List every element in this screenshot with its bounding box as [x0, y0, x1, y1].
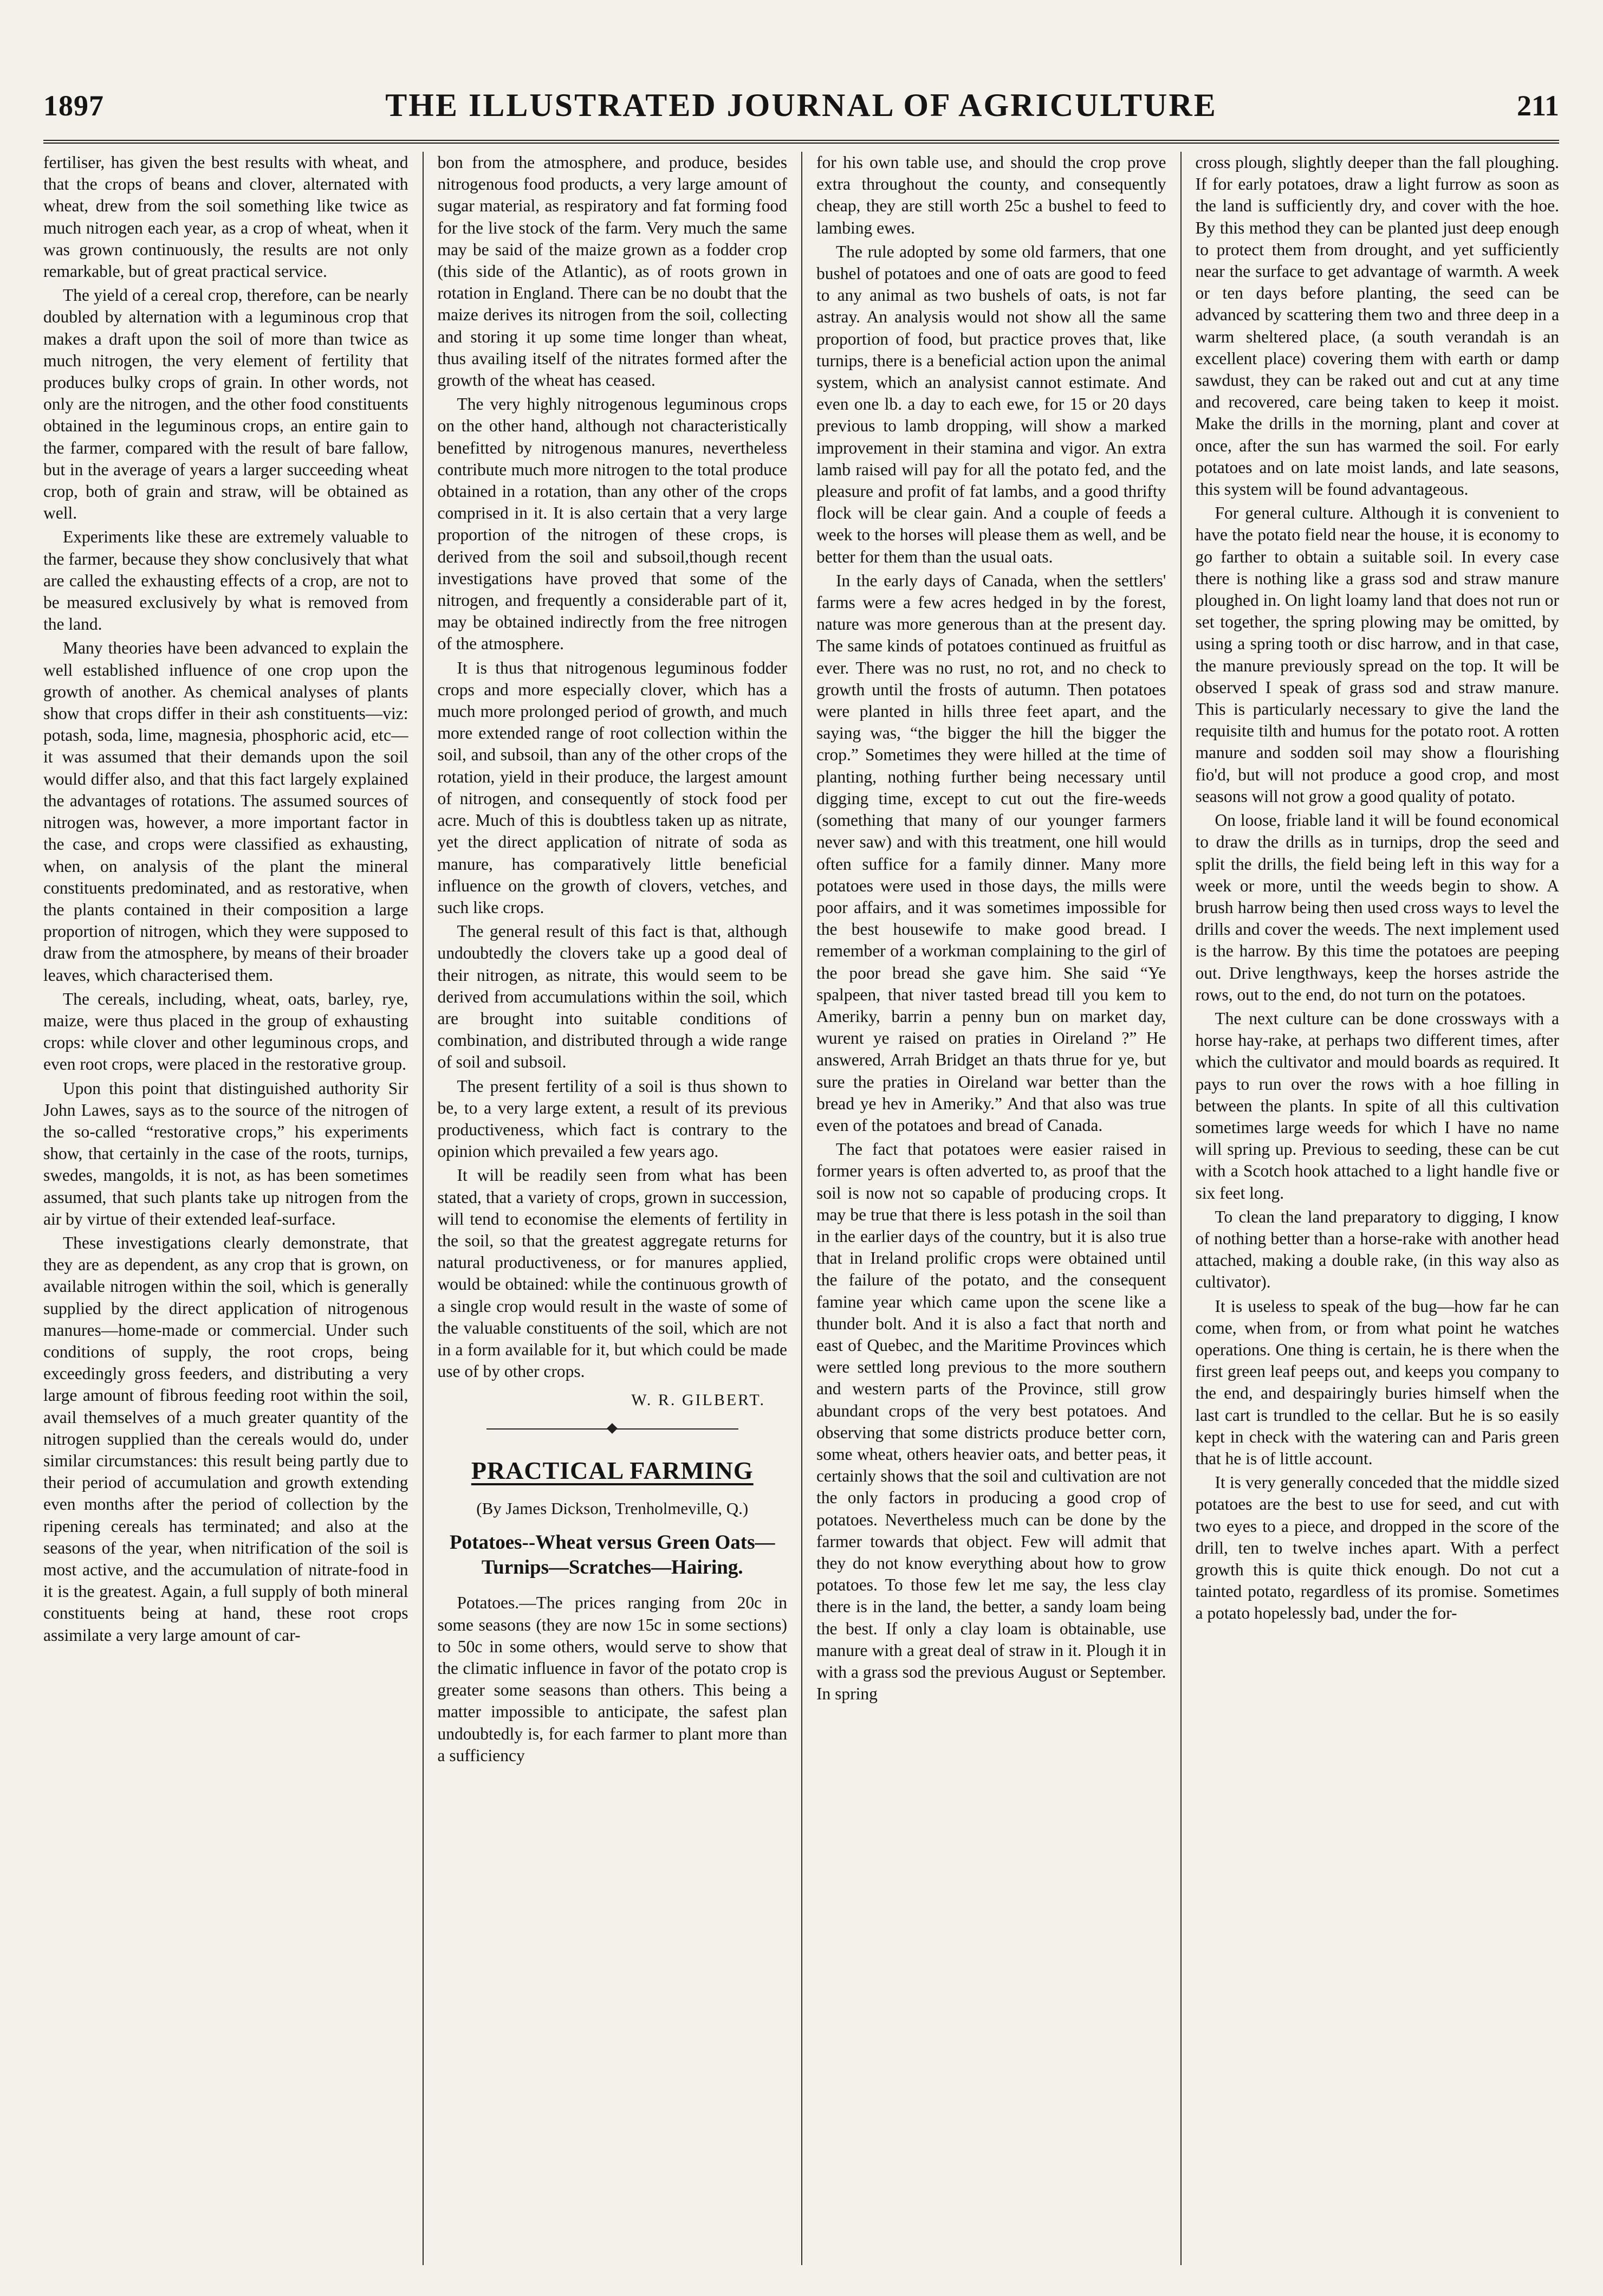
paragraph: To clean the land preparatory to digging, I know of nothing better than a horse-rake with another head attached, making a double rake, (in this way also as cultivator). [1195, 1207, 1559, 1292]
paragraph: The yield of a cereal crop, therefore, can be nearly doubled by alternation with a leguminous crop that makes a draft upon the soil of more than twice as much nitrogen, the very element of fertility that produces bulky crops of grain. In other words, not only are the nitrogen, and the other food constituents obtained in the leguminous crops, an entire gain to the farmer, compared with the result of bare fallow, but in the average of years a larger succeeding wheat crop, both of grain and straw, will be obtained as well. [43, 286, 408, 523]
paragraph: It will be readily seen from what has been stated, that a variety of crops, grown in succession, will tend to economise the elements of fertility in the soil, so that the greatest aggregate returns for natural productiveness, or for manures applied, would be obtained: while the continuous growth of a single crop would result in the waste of some of the valuable constituents of the soil, which are not in a form available for it, but which could be made use of by other crops. [437, 1166, 787, 1381]
column-3 [801, 152, 1180, 2265]
paragraph: The fact that potatoes were easier raised in former years is often adverted to, as proof that the soil is now not so capable of producing crops. It may be true that there is less potash in the soil than in the earlier days of the country, but it is also true that in Ireland prolific crops were obtained until the failure of the potato, and the consequent famine year which came upon the scene like a thunder bolt. And it is also a fact that north and east of Quebec, and the Maritime Provinces which were settled long previous to the more southern and western parts of the Province, still grow abundant crops of the very best potatoes. And observing that some districts produce better corn, some wheat, others heavier oats, and better peas, it certainly shows that the soil and cultivation are not the only factors in producing a good crop of potatoes. Nevertheless much can be done by the farmer towards that object. Few will admit that they do not know everything about how to grow potatoes. To those few let me say, the less clay there is in the land, the better, a sandy loam being the best. If only a clay loam is obtainable, use manure with a great deal of straw in it. Plough it in with a grass sod the previous August or September. In spring [816, 1140, 1166, 1704]
masthead [43, 81, 1559, 144]
paragraph: The next culture can be done crossways with a horse hay-rake, at perhaps two different times, after which the cultivator and mould boards as required. It pays to run over the rows with a hoe filling in between the plants. In spite of all this cultivation sometimes large weeds for which I have no name will spring up. Previous to seeding, these can be cut with a Scotch hook attached to a light handle five or six feet long. [1195, 1008, 1559, 1202]
paragraph: On loose, friable land it will be found economical to draw the drills as in turnips, drop the seed and split the drills, the field being left in this way for a week or more, until the weeds begin to show. A brush harrow being then used cross ways to level the drills and cover the weeds. The next implement used is the harrow. By this time the potatoes are peeping out. Drive lengthways, keep the horses astride the rows, out to the end, do not turn on the potatoes. [1195, 811, 1559, 1004]
paragraph: Experiments like these are extremely valuable to the farmer, because they show conclusively that what are called the exhausting effects of a crop, are not to be measured exclusively by what is removed from the land. [43, 527, 408, 634]
paragraph: It is very generally conceded that the middle sized potatoes are the best to use for seed, and cut with two eyes to a piece, and dropped in the score of the drill, ten to twelve inches apart. With a perfect growth this is quite thick enough. Do not cut a tainted potato, regardless of its promise. Sometimes a potato hopelessly bad, under the for- [1195, 1473, 1559, 1623]
paragraph: It is useless to speak of the bug—how far he can come, when from, or from what point he watches operations. One thing is certain, he is there when the first green leaf peeps out, and keeps you company to the end, and despairingly buries himself when the last cart is trundled to the cellar. But he is so easily kept in check with the watering can and Paris green that he is of little account. [1195, 1296, 1559, 1468]
paragraph: The present fertility of a soil is thus shown to be, to a very large extent, a result of its previous productiveness, which fact is contrary to the opinion which prevailed a few years ago. [437, 1076, 787, 1161]
article-byline: (By James Dickson, Trenholmeville, Q.) [476, 1499, 749, 1518]
paragraph: The general result of this fact is that, although undoubtedly the clovers take up a good deal of their nitrogen, as nitrate, this would seem to be derived from accumulations within the soil, which are brought into suitable conditions of combination, and distributed through a wide range of soil and subsoil. [437, 922, 787, 1072]
paragraph: It is thus that nitrogenous leguminous fodder crops and more especially clover, which has a much more prolonged period of growth, and much more extended range of root collection within the soil, and subsoil, than any of the other crops of the rotation, yield in their produce, the largest amount of nitrogen, and consequently of stock food per acre. Much of this is doubtless taken up as nitrate, yet the direct application of nitrate of soda as manure, has comparatively little beneficial influence on the growth of clovers, vetches, and such like crops. [437, 658, 787, 917]
column-1 [43, 152, 423, 2265]
section-heading: PRACTICAL FARMING [471, 1457, 754, 1485]
paragraph: bon from the atmosphere, and produce, besides nitrogenous food products, a very large amount of sugar material, as respiratory and fat forming food for the live stock of the farm. Very much the same may be said of the maize grown as a fodder crop (this side of the Atlantic), as of roots grown in rotation in England. There can be no doubt that the maize derives its nitrogen from the soil, collecting and storing it up some time longer than wheat, thus availing itself of the nitrates formed after the growth of the wheat has ceased. [437, 153, 787, 390]
page-number: 211 [1516, 89, 1559, 122]
paragraph: These investigations clearly demonstrate, that they are as dependent, as any crop that is grown, on available nitrogen within the soil, which is generally supplied by the direct application of nitrogenous manures—home-made or commercial. Under such conditions of supply, the root crops, being exceedingly gross feeders, and distributing a very large amount of fibrous feeding root within the soil, avail themselves of a much greater quantity of the nitrogen supplied than the cereals would do, under similar circumstances: this result being partly due to their period of accumulation and growth extending even months after the period of collection by the ripening cereals has terminated; and also at the seasons of the year, when nitrification of the soil is most active, and the accumulation of nitrate-food in it is the greatest. Again, a full supply of both mineral constituents being at hand, these root crops assimilate a very large amount of car- [43, 1233, 408, 1645]
paragraph: The cereals, including, wheat, oats, barley, rye, maize, were thus placed in the group of exhausting crops: while clover and other leguminous crops, and even root crops, were placed in the restorative group. [43, 989, 408, 1074]
issue-year: 1897 [43, 89, 104, 122]
column-4 [1180, 152, 1560, 2265]
column-2 [423, 152, 802, 2265]
paragraph: cross plough, slightly deeper than the fall ploughing. If for early potatoes, draw a light furrow as soon as the land is sufficiently dry, and cover with the hoe. By this method they can be planted just deep enough to protect them from drought, and yet sufficiently near the surface to get advantage of warmth. A week or ten days before planting, the seed can be advanced by scattering them two and three deep in a warm sheltered place, (a south verandah is an excellent place) covering them with earth or damp sawdust, they can be raked out and cut at any time and recovered, care being taken to keep it moist. Make the drills in the morning, plant and cover at once, after the sun has warmed the soil. For early potatoes and on late moist lands, and late seasons, this system will be found advantageous. [1195, 153, 1559, 499]
paragraph: The very highly nitrogenous leguminous crops on the other hand, although not characteristically benefitted by nitrogenous manures, nevertheless contribute much more nitrogen to the total produce obtained in a rotation, than any other of the crops comprised in it. It is also certain that a very large proportion of the nitrogen of these crops, is derived from the soil and subsoil,though recent investigations have proved that some of the nitrogen, and frequently a considerable part of it, may be obtained indirectly from the free nitrogen of the atmosphere. [437, 394, 787, 654]
paragraph: fertiliser, has given the best results with wheat, and that the crops of beans and clover, alternated with wheat, drew from the soil something like twice as much nitrogen each year, as a crop of wheat, when it was grown continuously, the results are not only remarkable, but of great practical service. [43, 153, 408, 281]
article-subheading: Potatoes--Wheat versus Green Oats—Turnips—Scratches—Hairing. [450, 1531, 775, 1579]
journal-title: THE ILLUSTRATED JOURNAL OF AGRICULTURE [385, 87, 1217, 123]
paragraph: Many theories have been advanced to explain the well established influence of one crop upon the growth of another. As chemical analyses of plants show that crops differ in their ash constituents—viz: potash, soda, lime, magnesia, phosphoric acid, etc—it was assumed that their demands upon the soil would differ also, and that this fact largely explained the advantages of rotations. The assumed sources of nitrogen was, however, a more important factor in the case, and crops were classified as exhausting, when, on analysis of the plant the mineral constituents predominated, and as restorative, when the plants contained in their composition a large proportion of nitrogen, which they were supposed to draw from the atmosphere, by means of their broader leaves, which characterised them. [43, 638, 408, 985]
article-columns [43, 152, 1559, 2265]
section-divider [438, 1424, 788, 1434]
paragraph: The rule adopted by some old farmers, that one bushel of potatoes and one of oats are good to feed to any animal as two bushels of oats, is not far astray. An analysis would not show all the same proportion of food, but practice proves that, like turnips, there is a beneficial action upon the animal system, which an analysist cannot estimate. And even one lb. a day to each ewe, for 15 or 20 days previous to lamb dropping, will show a marked improvement in their stamina and vigor. An extra lamb raised will pay for all the potato fed, and the pleasure and profit of fat lambs, and a good thrifty flock will be clear gain. And a couple of feeds a week to the horses will please them as well, and be better for them than the usual oats. [816, 242, 1166, 566]
paragraph: For general culture. Although it is convenient to have the potato field near the house, it is economy to go farther to obtain a suitable soil. In every case there is nothing like a grass sod and straw manure ploughed in. On light loamy land that does not run or set together, the spring plowing may be omitted, by using a spring tooth or disc harrow, and in that case, the manure previously spread on the top. It will be observed I speak of grass sod and straw manure. This is particularly necessary to give the land the requisite tilth and humus for the potato root. A rotten manure and sodden soil may show a flourishing fio'd, but will not produce a good crop, and most seasons will not grow a good quality of potato. [1195, 503, 1559, 806]
paragraph: In the early days of Canada, when the settlers' farms were a few acres hedged in by the forest, nature was more generous than at the present day. The same kinds of potatoes continued as fruitful as ever. There was no rust, no rot, and no check to growth until the frosts of autumn. Then potatoes were planted in hills three feet apart, and the saying was, “the bigger the hill the bigger the crop.” Sometimes they were hilled at the time of planting, nothing further being necessary until digging time, except to cut out the fire-weeds (something that many of our younger farmers never saw) and with this treatment, one hill would often suffice for a family dinner. Many more potatoes were used in those days, the mills were poor affairs, and it was sometimes impossible for the best housewife to make good bread. I remember of a workman complaining to the girl of the poor bread she gave him. She said “Ye spalpeen, that niver tasted bread till you kem to Ameriky, barrin a penny bun on market day, wurent ye raised on praties in Oireland ?” He answered, Arrah Bridget an thats thrue for ye, but sure the praties in Oireland war better than the bread ye hev in Ameriky.” And that also was true even of the potatoes and bread of Canada. [816, 571, 1166, 1135]
paragraph: for his own table use, and should the crop prove extra throughout the county, and consequently cheap, they are still worth 25c a bushel to feed to lambing ewes. [816, 153, 1166, 237]
author-signature: W. R. GILBERT. [631, 1391, 765, 1409]
paragraph: Upon this point that distinguished authority Sir John Lawes, says as to the source of the nitrogen of the so-called “restorative crops,” his experiments show, that certainly in the case of the roots, turnips, swedes, mangolds, it is not, as has been sometimes assumed, that such plants take up nitrogen from the air by virtue of their extended leaf-surface. [43, 1078, 408, 1228]
journal-page [43, 81, 1559, 2271]
paragraph: Potatoes.—The prices ranging from 20c in some seasons (they are now 15c in some sections) to 50c in some others, would serve to show that the climatic influence in favor of the potato crop is greater some seasons than others. This being a matter impossible to anticipate, the safest plan undoubtedly is, for each farmer to plant more than a sufficiency [437, 1593, 787, 1765]
